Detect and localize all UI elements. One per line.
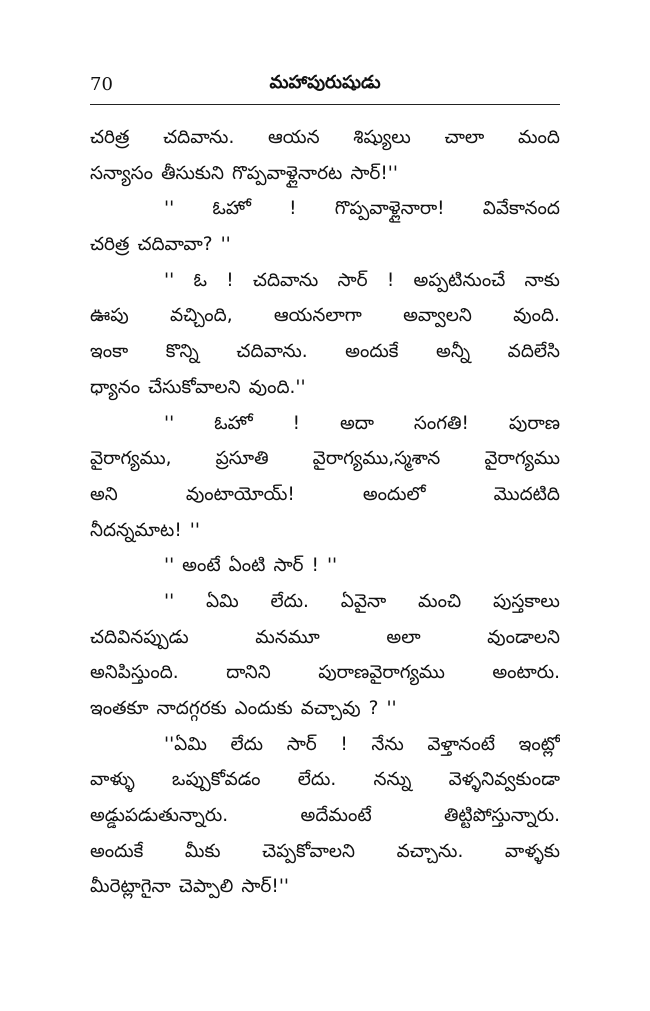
word: చేసుకోవాలని — [148, 376, 241, 398]
text-line — [90, 227, 560, 263]
word: ! — [289, 198, 297, 220]
word: లేదు — [230, 733, 264, 755]
word: అంటే — [182, 555, 221, 577]
word: నన్ను — [373, 769, 412, 791]
word: అప్పటినుంచే — [413, 269, 506, 291]
word: వాళ్ళకు — [504, 840, 560, 862]
word: వెళ్తానంటే — [427, 733, 496, 755]
word: సార్ — [273, 555, 304, 577]
word: వివేకానంద — [482, 198, 560, 220]
word: చరిత్ర — [90, 127, 130, 148]
word: ! — [226, 269, 234, 291]
body-text — [90, 120, 560, 905]
word: నాకు — [524, 269, 560, 291]
text-line — [90, 620, 560, 656]
word: అందుకే — [90, 840, 144, 862]
word: వచ్చావు — [300, 698, 361, 719]
word: ! — [292, 412, 301, 434]
text-line — [90, 655, 560, 691]
word: '' — [326, 555, 338, 577]
word: సార్!'' — [350, 162, 398, 184]
text-line — [90, 441, 560, 477]
word: ఏమి — [205, 590, 239, 612]
word: ప్రసూతి — [215, 448, 269, 470]
word: అందుకే — [345, 341, 399, 363]
word: పురాణ — [508, 412, 560, 434]
text-line — [90, 477, 560, 513]
word: చదివావా? — [137, 234, 213, 256]
word: ''ఏమి — [164, 733, 207, 755]
word: చెప్పాలి — [178, 876, 234, 898]
running-title: మహాపురుషుడు — [269, 72, 381, 93]
word: వచ్చాను. — [396, 840, 464, 862]
text-line — [90, 548, 560, 584]
word: లేదు. — [270, 590, 309, 612]
page-number: 70 — [90, 74, 113, 95]
word: వైరాగ్యము — [484, 448, 560, 470]
word: ఓ — [193, 269, 207, 291]
text-line — [90, 298, 560, 334]
word: అంటారు. — [492, 662, 560, 684]
word: ఏవైనా — [340, 590, 387, 612]
word: అదేమంటే — [300, 805, 372, 827]
word: పురాణవైరాగ్యము — [318, 662, 445, 684]
word: అని — [90, 483, 118, 505]
word: వెళ్ళనివ్వకుండా — [448, 769, 560, 791]
word: అన్నీ — [436, 341, 471, 363]
text-line — [90, 513, 560, 549]
word: చరిత్ర — [90, 234, 130, 256]
word: ఏంటి — [228, 555, 266, 577]
word: '' — [164, 412, 175, 434]
word: మీరెట్లాగైనా — [90, 876, 171, 898]
text-line — [90, 120, 560, 156]
word: గొప్పవాళ్లైనారా! — [334, 198, 445, 220]
text-line — [90, 406, 560, 442]
word: చాలా — [444, 127, 485, 148]
word: పుస్తకాలు — [492, 590, 560, 612]
word: ! — [386, 269, 395, 291]
word: చెప్పకోవాలని — [262, 840, 356, 862]
word: అదా — [339, 412, 374, 434]
text-line — [90, 727, 560, 763]
word: మంచి — [418, 590, 462, 612]
text-line — [90, 263, 560, 299]
word: ఇంకా — [90, 341, 129, 363]
text-line — [90, 691, 560, 727]
text-line — [90, 762, 560, 798]
word: చదివాను. — [236, 341, 308, 363]
word: '' — [164, 269, 175, 291]
text-line — [90, 798, 560, 834]
word: ఇంతకూ — [90, 698, 149, 719]
text-line — [90, 370, 560, 406]
word: ఎందుకు — [234, 698, 293, 719]
word: ఇంట్లో — [518, 733, 560, 755]
word: '' — [189, 519, 200, 541]
word: దానిని — [226, 662, 271, 684]
word: చదివాను — [252, 269, 319, 291]
text-line — [90, 191, 560, 227]
word: నేను — [371, 733, 404, 755]
word: వుండాలని — [487, 626, 560, 648]
word: ఒప్పుకోవడం — [171, 769, 261, 791]
word: సార్!'' — [241, 876, 289, 898]
word: '' — [220, 234, 231, 256]
text-line — [90, 156, 560, 192]
word: వుంది. — [513, 305, 560, 327]
word: చదివాను. — [163, 127, 235, 148]
word: లేదు. — [297, 769, 337, 791]
word: '' — [164, 590, 175, 612]
word: సార్ — [286, 733, 317, 755]
word: నీదన్నమాట! — [90, 519, 182, 541]
text-line — [90, 334, 560, 370]
word: వుంటాయోయ్! — [185, 483, 295, 505]
word: ధ్యానం — [90, 376, 141, 398]
word: ఓహో — [214, 412, 253, 434]
word: వైరాగ్యము, — [90, 448, 172, 470]
text-line — [90, 584, 560, 620]
word: ? — [368, 698, 379, 719]
word: గొప్పవాళ్లైనారట — [231, 162, 343, 184]
word: ఊపు — [90, 305, 129, 327]
word: వుంది.'' — [248, 376, 306, 398]
text-line — [90, 834, 560, 870]
word: శిష్యులు — [353, 127, 411, 148]
word: అడ్డుపడుతున్నారు. — [90, 805, 229, 827]
text-line — [90, 869, 560, 905]
word: మీకు — [184, 840, 221, 862]
word: '' — [164, 555, 175, 577]
word: నాదగ్గరకు — [156, 698, 227, 719]
word: మొదటిది — [493, 483, 560, 505]
word: ! — [311, 555, 319, 577]
word: సన్యాసం — [90, 162, 154, 184]
word: '' — [386, 698, 397, 719]
page-header — [90, 70, 560, 105]
word: వాళ్ళు — [90, 769, 135, 791]
word: అవ్వాలని — [403, 305, 472, 327]
word: మంది — [517, 127, 560, 148]
word: అలా — [386, 626, 421, 648]
word: సంగతి! — [413, 412, 469, 434]
word: వైరాగ్యము,స్మశాన — [312, 448, 441, 470]
word: సార్ — [337, 269, 368, 291]
word: అందులో — [362, 483, 426, 505]
word: వదిలేసి — [507, 341, 560, 363]
word: ఓహో — [212, 198, 251, 220]
word: చదివినప్పుడు — [90, 626, 189, 648]
word: మనమూ — [255, 626, 320, 648]
word: ఆయనలాగా — [273, 305, 362, 327]
word: కొన్ని — [165, 341, 199, 363]
word: ఆయన — [268, 127, 320, 148]
word: ! — [340, 733, 348, 755]
word: తీసుకుని — [161, 162, 224, 184]
word: అనిపిస్తుంది. — [90, 662, 179, 684]
word: '' — [164, 198, 175, 220]
word: తిట్టిపోస్తున్నారు. — [443, 805, 560, 827]
word: వచ్చింది, — [170, 305, 233, 327]
